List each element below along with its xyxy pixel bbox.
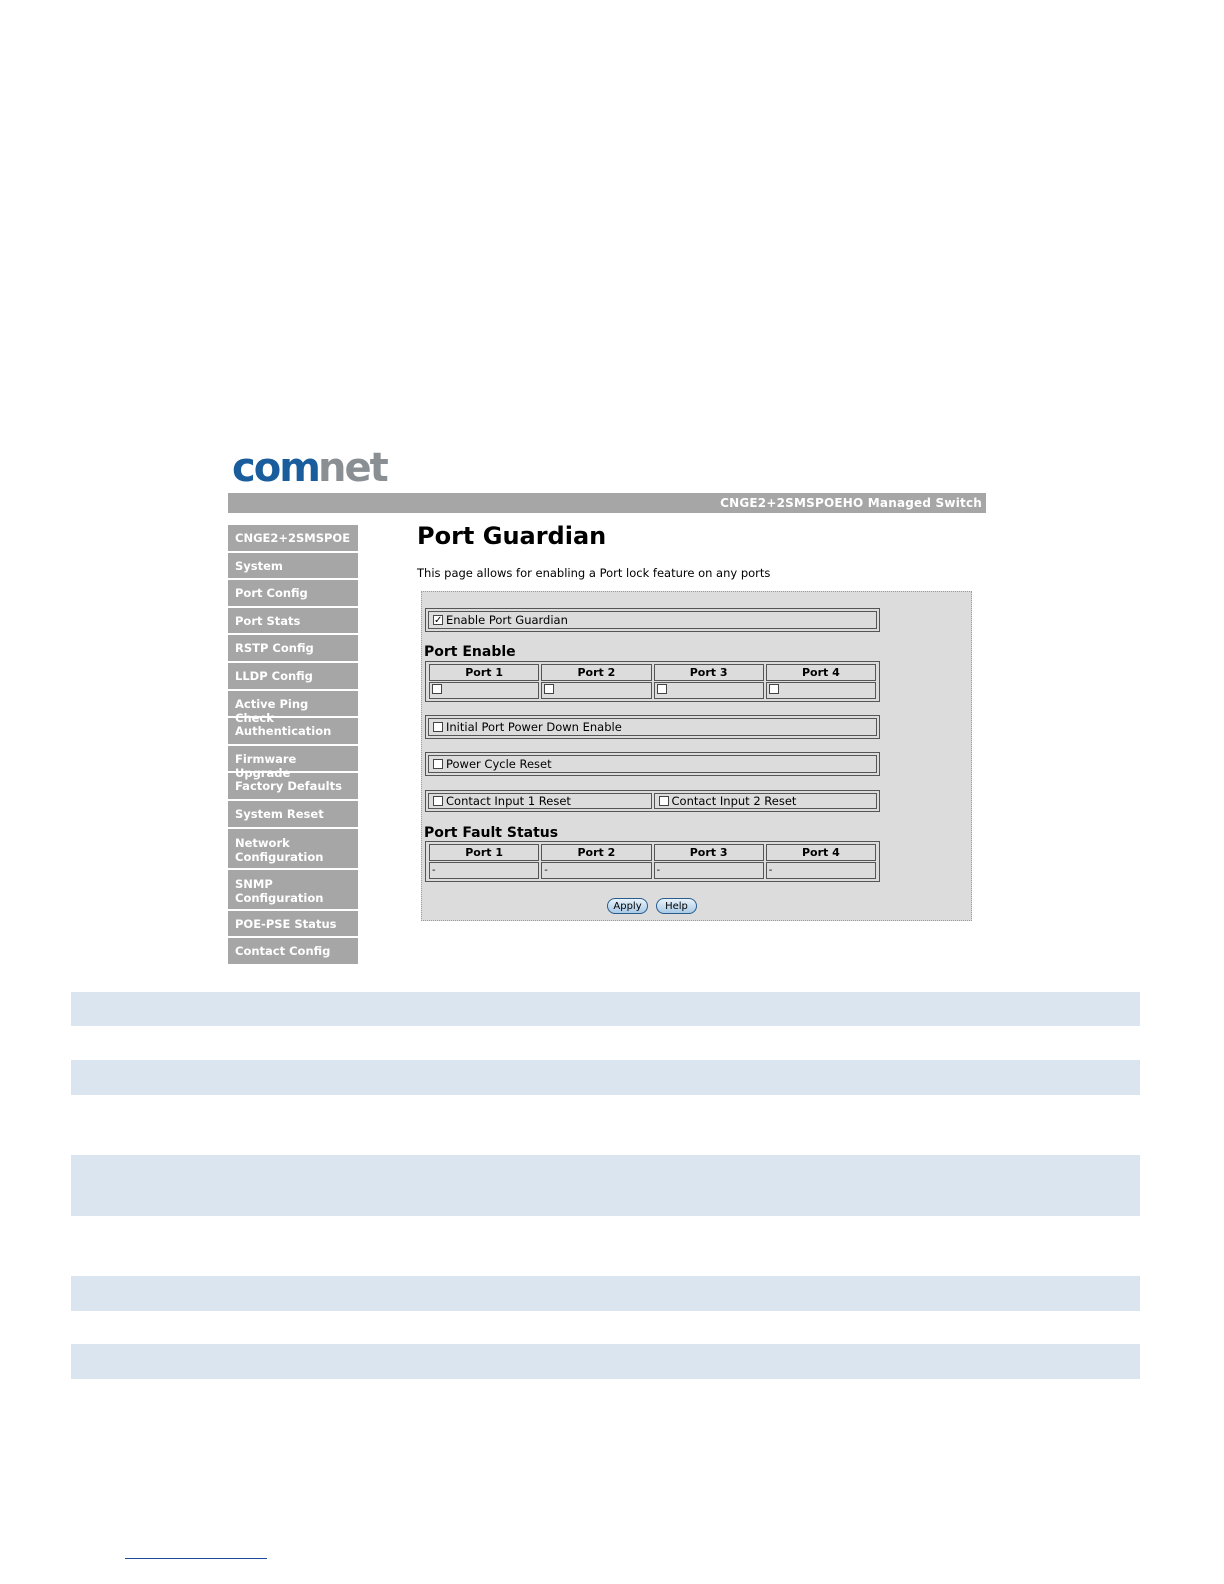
sidebar-item-port-config[interactable]: Port Config (228, 580, 358, 608)
table-row (71, 1344, 1140, 1379)
sidebar-item-rstp-config[interactable]: RSTP Config (228, 635, 358, 663)
sidebar-item-authentication[interactable]: Authentication (228, 718, 358, 746)
power-cycle-reset-checkbox[interactable] (433, 759, 443, 769)
port-1-enable-checkbox[interactable] (432, 684, 442, 694)
device-title: CNGE2+2SMSPOEHO Managed Switch (720, 496, 982, 510)
port-enable-header-4: Port 4 (766, 664, 876, 681)
sidebar-item-lldp-config[interactable]: LLDP Config (228, 663, 358, 691)
apply-button[interactable]: Apply (607, 898, 648, 914)
sidebar-item-factory-defaults[interactable]: Factory Defaults (228, 773, 358, 801)
fault-value-1: - (429, 862, 539, 879)
port-enable-header-1: Port 1 (429, 664, 539, 681)
logo-text-light: net (318, 448, 387, 488)
initial-power-down-label: Initial Port Power Down Enable (446, 720, 622, 734)
sidebar-item-firmware-upgrade[interactable]: Firmware Upgrade (228, 746, 358, 774)
header-bar (228, 493, 986, 513)
contact-input-2-label: Contact Input 2 Reset (671, 794, 797, 808)
contact-input-2-checkbox[interactable] (659, 796, 669, 806)
port-enable-header-3: Port 3 (654, 664, 764, 681)
sidebar-item-home[interactable]: CNGE2+2SMSPOE (228, 525, 358, 553)
port-enable-heading: Port Enable (424, 644, 516, 660)
power-cycle-reset-row (425, 752, 880, 776)
table-row (71, 1155, 1140, 1216)
sidebar-item-poe-pse-status[interactable]: POE-PSE Status (228, 911, 358, 939)
fault-header-3: Port 3 (654, 844, 764, 861)
table-row (71, 1060, 1140, 1095)
contact-input-1-cell (428, 793, 652, 809)
table-row (71, 1276, 1140, 1311)
fault-header-2: Port 2 (541, 844, 651, 861)
port-enable-header-2: Port 2 (541, 664, 651, 681)
sidebar-item-system-reset[interactable]: System Reset (228, 801, 358, 829)
sidebar-item-port-stats[interactable]: Port Stats (228, 608, 358, 636)
sidebar-item-active-ping-check[interactable]: Active Ping Check (228, 691, 358, 719)
initial-power-down-row (425, 715, 880, 739)
page-description: This page allows for enabling a Port lock feature on any ports (417, 566, 771, 580)
contact-input-2-cell (654, 793, 878, 809)
footnote-rule (125, 1558, 267, 1559)
port-2-enable-checkbox[interactable] (544, 684, 554, 694)
port-enable-cell-3 (654, 682, 764, 699)
power-cycle-reset-label: Power Cycle Reset (446, 757, 552, 771)
enable-port-guardian-label: Enable Port Guardian (446, 613, 568, 627)
port-enable-cell-4 (766, 682, 876, 699)
port-4-enable-checkbox[interactable] (769, 684, 779, 694)
sidebar-item-contact-config[interactable]: Contact Config (228, 938, 358, 966)
port-guardian-panel (421, 591, 972, 921)
fault-value-3: - (654, 862, 764, 879)
logo-text-dark: com (232, 448, 319, 488)
port-fault-status-table (425, 841, 880, 882)
fault-value-2: - (541, 862, 651, 879)
fault-header-4: Port 4 (766, 844, 876, 861)
help-button[interactable]: Help (656, 898, 697, 914)
fault-value-4: - (766, 862, 876, 879)
sidebar-item-snmp-configuration[interactable]: SNMP Configuration (228, 870, 358, 911)
port-enable-cell-2 (541, 682, 651, 699)
port-enable-cell-1 (429, 682, 539, 699)
port-fault-status-heading: Port Fault Status (424, 825, 559, 841)
enable-port-guardian-row (425, 608, 880, 632)
sidebar-item-network-configuration[interactable]: Network Configuration (228, 829, 358, 870)
table-row (71, 992, 1140, 1026)
sidebar (228, 525, 358, 966)
sidebar-item-system[interactable]: System (228, 553, 358, 581)
enable-port-guardian-checkbox[interactable]: ✓ (434, 615, 443, 626)
initial-power-down-checkbox[interactable] (433, 722, 443, 732)
fault-header-1: Port 1 (429, 844, 539, 861)
contact-input-1-checkbox[interactable] (433, 796, 443, 806)
contact-input-1-label: Contact Input 1 Reset (446, 794, 571, 808)
contact-input-row (425, 790, 880, 812)
port-3-enable-checkbox[interactable] (657, 684, 667, 694)
page-title: Port Guardian (417, 522, 607, 550)
port-enable-table (425, 661, 880, 702)
comnet-logo (232, 448, 402, 488)
